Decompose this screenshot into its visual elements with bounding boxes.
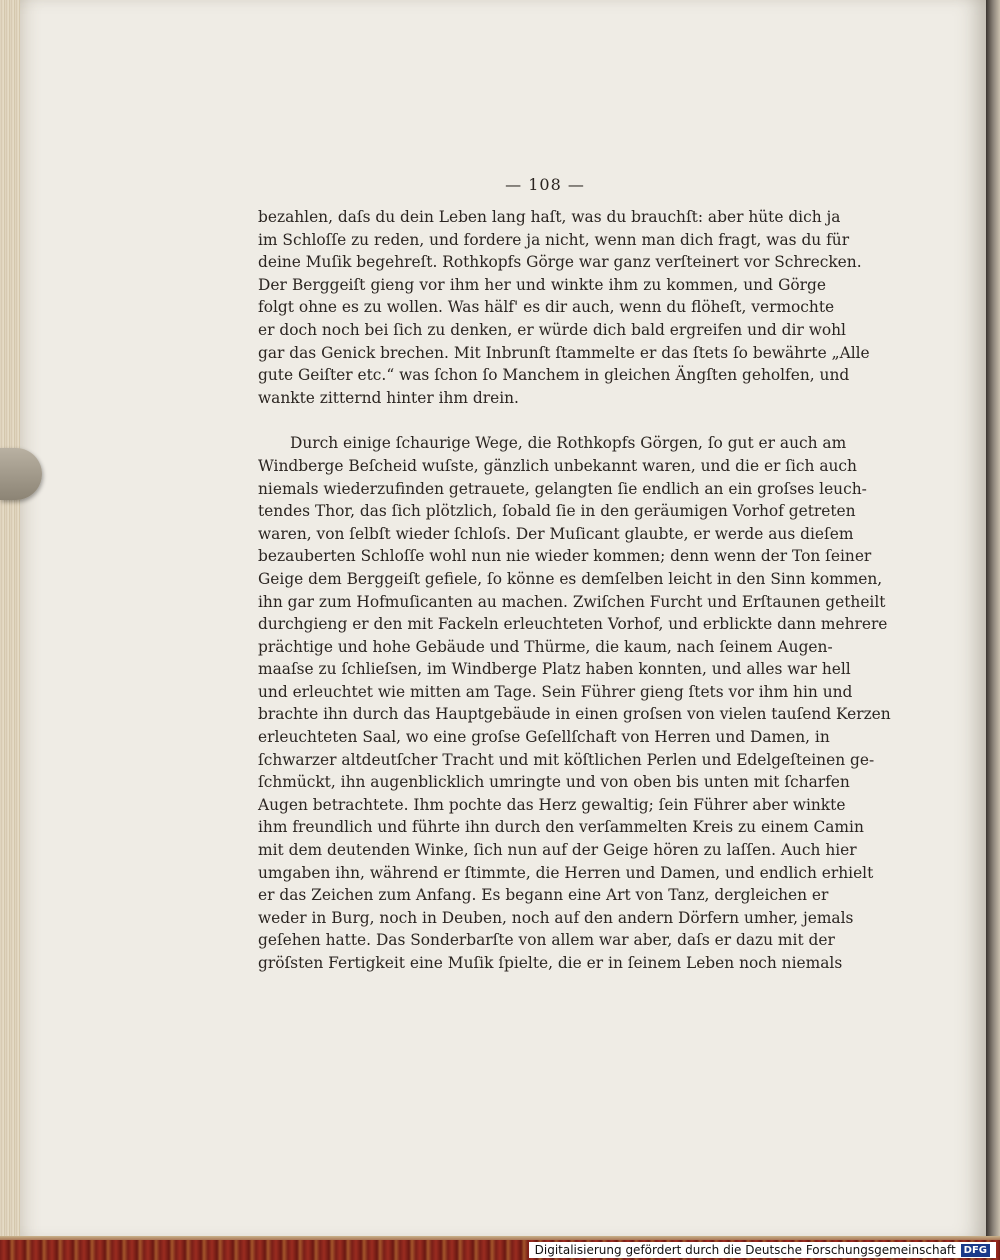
text-line: ihn gar zum Hofmuſicanten au machen. Zwiſchen Furcht und Erſtaunen getheilt — [258, 592, 886, 611]
text-line: Geige dem Berggeiſt gefiele, ſo könne es demſelben leicht in den Sinn kommen, — [258, 569, 883, 588]
page-number: — 108 — — [505, 175, 585, 194]
text-line: maaſse zu ſchlieſsen, im Windberge Platz haben konnten, und alles war hell — [258, 660, 851, 679]
digitization-credit — [529, 1242, 996, 1258]
text-line: er doch noch bei ſich zu denken, er würde dich bald ergreifen und dir wohl — [258, 320, 846, 339]
text-line: geſehen hatte. Das Sonderbarſte von allem war aber, daſs er dazu mit der — [258, 931, 835, 950]
text-line: tendes Thor, das ſich plötzlich, ſobald ſie in den geräumigen Vorhof getreten — [258, 502, 856, 521]
text-line: ſchmückt, ihn augenblicklich umringte und von oben bis unten mit ſcharfen — [258, 773, 850, 792]
paragraph-gap — [258, 409, 826, 432]
text-block — [258, 206, 891, 975]
credit-text: Digitalisierung gefördert durch die Deutsche Forschungsgemeinschaft — [534, 1243, 956, 1257]
text-line: prächtige und hohe Gebäude und Thürme, die kaum, nach ſeinem Augen- — [258, 637, 833, 656]
text-line: niemals wiederzufinden getrauete, gelangten ſie endlich an ein groſses leuch- — [258, 479, 867, 498]
text-line: wankte zitternd hinter ihm drein. — [258, 388, 519, 407]
text-line: erleuchteten Saal, wo eine groſse Geſellſchaft von Herren und Damen, in — [258, 728, 830, 747]
text-line: und erleuchtet wie mitten am Tage. Sein Führer gieng ſtets vor ihm hin und — [258, 682, 853, 701]
paragraph-2 — [258, 432, 891, 974]
paragraph-1 — [258, 206, 870, 409]
text-line: gar das Genick brechen. Mit Inbrunſt ſtammelte er das ſtets ſo bewährte „Alle — [258, 343, 870, 362]
text-line: bezauberten Schloſſe wohl nun nie wieder kommen; denn wenn der Ton ſeiner — [258, 547, 872, 566]
text-line: Der Berggeiſt gieng vor ihm her und winkte ihm zu kommen, und Görge — [258, 275, 826, 294]
text-line: durchgieng er den mit Fackeln erleuchteten Vorhof, und erblickte dann mehrere — [258, 615, 888, 634]
text-line: Augen betrachtete. Ihm pochte das Herz gewaltig; ſein Führer aber winkte — [258, 795, 846, 814]
text-line: mit dem deutenden Winke, ſich nun auf der Geige hören zu laſſen. Auch hier — [258, 841, 857, 860]
text-line: ſchwarzer altdeutſcher Tracht und mit köſtlichen Perlen und Edelgeſteinen ge- — [258, 750, 875, 769]
text-line: weder in Burg, noch in Deuben, noch auf den andern Dörfern umher, jemals — [258, 908, 854, 927]
text-line: im Schloſſe zu reden, und fordere ja nicht, wenn man dich fragt, was du für — [258, 230, 850, 249]
text-line: folgt ohne es zu wollen. Was hälf' es dir auch, wenn du flöheſt, vermochte — [258, 298, 835, 317]
text-line: Windberge Beſcheid wuſste, gänzlich unbekannt waren, und die er ſich auch — [258, 456, 857, 475]
text-line: umgaben ihn, während er ſtimmte, die Herren und Damen, und endlich erhielt — [258, 863, 874, 882]
text-line: Durch einige ſchaurige Wege, die Rothkopfs Görgen, ſo gut er auch am — [290, 434, 847, 453]
text-line: waren, von ſelbſt wieder ſchloſs. Der Muſicant glaubte, er werde aus dieſem — [258, 524, 854, 543]
dfg-logo: DFG — [961, 1244, 990, 1257]
text-line: deine Muſik begehreſt. Rothkopfs Görge war ganz verſteinert vor Schrecken. — [258, 253, 862, 272]
text-line: gute Geiſter etc.“ was ſchon ſo Manchem in gleichen Ängſten geholfen, und — [258, 366, 850, 385]
text-line: gröſsten Fertigkeit eine Muſik ſpielte, die er in ſeinem Leben noch niemals — [258, 954, 843, 972]
book-binding — [986, 0, 1000, 1260]
text-line: er das Zeichen zum Anfang. Es begann eine Art von Tanz, dergleichen er — [258, 886, 829, 905]
text-line: brachte ihn durch das Hauptgebäude in einen groſsen von vielen tauſend Kerzen — [258, 705, 891, 724]
text-line: ihm freundlich und führte ihn durch den verſammelten Kreis zu einem Camin — [258, 818, 864, 837]
text-line: bezahlen, daſs du dein Leben lang haſt, was du brauchſt: aber hüte dich ja — [258, 208, 841, 226]
